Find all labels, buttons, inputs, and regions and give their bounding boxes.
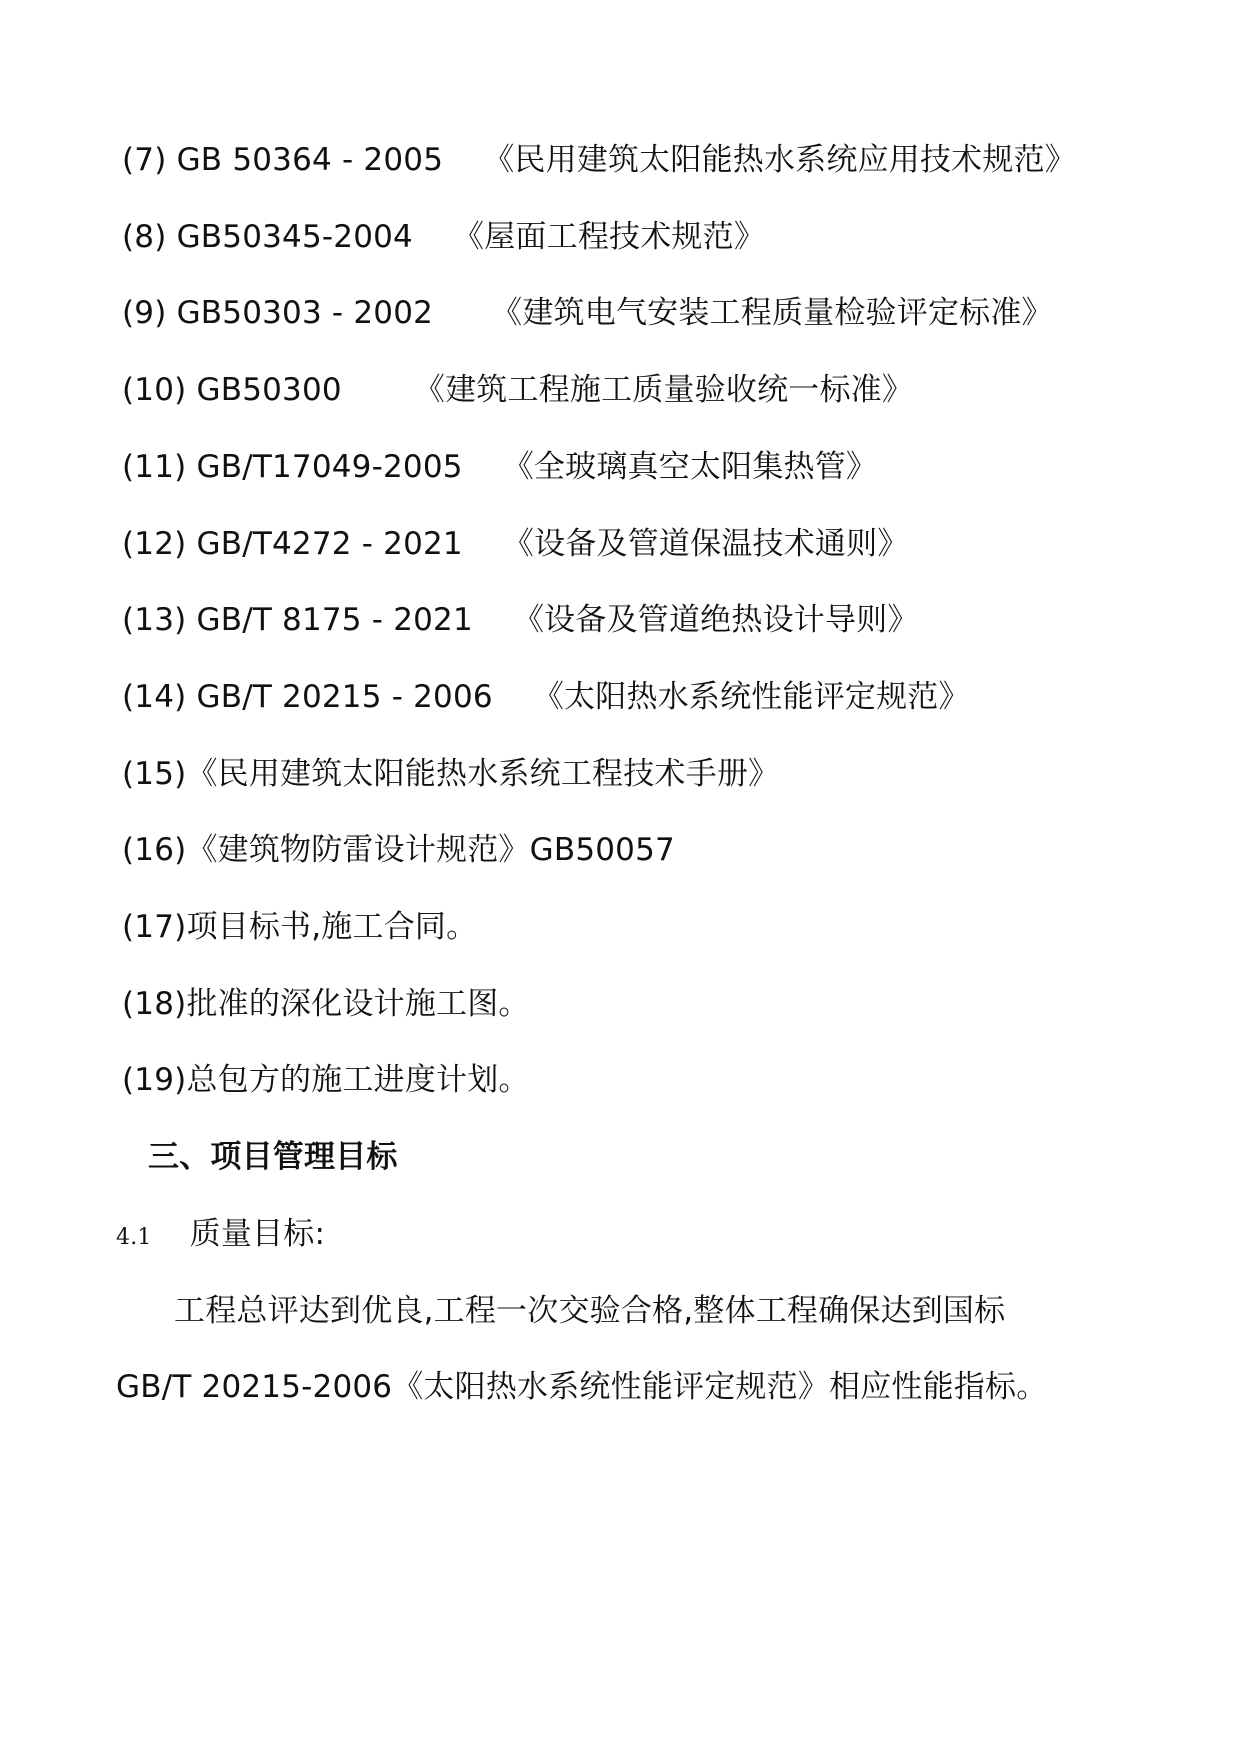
ref-title: 《屋面工程技术规范》	[453, 219, 766, 255]
ref-item-16	[122, 830, 675, 870]
ref-item-7	[122, 140, 1076, 180]
ref-code: GB/T4272 - 2021	[196, 526, 463, 562]
ref-id: (9)	[122, 295, 167, 331]
ref-item-8	[122, 217, 765, 257]
ref-item-15	[122, 754, 779, 794]
ref-item-14	[122, 677, 970, 717]
subsection-heading	[116, 1214, 325, 1258]
ref-text: 项目标书,施工合同。	[186, 909, 478, 945]
ref-item-19	[122, 1060, 530, 1100]
ref-id: (14)	[122, 679, 187, 715]
ref-item-11	[122, 447, 877, 487]
ref-code: GB/T 20215 - 2006	[196, 679, 493, 715]
ref-id: (7)	[122, 142, 167, 178]
subsection-number: 4.1	[116, 1225, 152, 1250]
section-heading: 三、项目管理目标	[148, 1139, 398, 1175]
ref-title: 《全玻璃真空太阳集热管》	[502, 449, 878, 485]
ref-id: (18)	[122, 986, 187, 1022]
ref-item-12	[122, 524, 909, 564]
ref-item-13	[122, 600, 919, 640]
ref-text: 《民用建筑太阳能热水系统工程技术手册》	[186, 756, 780, 792]
ref-code: GB50345-2004	[176, 219, 413, 255]
ref-title: 《民用建筑太阳能热水系统应用技术规范》	[483, 142, 1076, 178]
ref-id: (19)	[122, 1062, 187, 1098]
ref-title: 《太阳热水系统性能评定规范》	[532, 679, 970, 715]
ref-id: (12)	[122, 526, 187, 562]
ref-code: GB/T17049-2005	[196, 449, 463, 485]
ref-id: (13)	[122, 602, 187, 638]
ref-item-10	[122, 370, 913, 410]
ref-text: 《建筑物防雷设计规范》GB50057	[186, 832, 675, 868]
ref-title: 《设备及管道保温技术通则》	[502, 526, 909, 562]
subsection-label: 质量目标:	[189, 1216, 326, 1252]
ref-item-18	[122, 984, 530, 1024]
ref-id: (11)	[122, 449, 187, 485]
ref-id: (16)	[122, 832, 187, 868]
ref-id: (17)	[122, 909, 187, 945]
ref-code: GB50303 - 2002	[176, 295, 434, 331]
ref-id: (8)	[122, 219, 167, 255]
paragraph-line-1: 工程总评达到优良,工程一次交验合格,整体工程确保达到国标	[174, 1293, 1006, 1329]
ref-text: 批准的深化设计施工图。	[186, 986, 530, 1022]
ref-code: GB50300	[196, 372, 342, 408]
ref-id: (15)	[122, 756, 187, 792]
ref-title: 《建筑工程施工质量验收统一标准》	[413, 372, 914, 408]
ref-text: 总包方的施工进度计划。	[186, 1062, 530, 1098]
ref-id: (10)	[122, 372, 187, 408]
ref-code: GB/T 8175 - 2021	[196, 602, 473, 638]
paragraph-line-2: GB/T 20215-2006《太阳热水系统性能评定规范》相应性能指标。	[116, 1369, 1048, 1405]
ref-item-17	[122, 907, 477, 947]
ref-code: GB 50364 - 2005	[176, 142, 444, 178]
ref-title: 《设备及管道绝热设计导则》	[512, 602, 919, 638]
ref-item-9	[122, 293, 1053, 333]
ref-title: 《建筑电气安装工程质量检验评定标准》	[491, 295, 1053, 331]
